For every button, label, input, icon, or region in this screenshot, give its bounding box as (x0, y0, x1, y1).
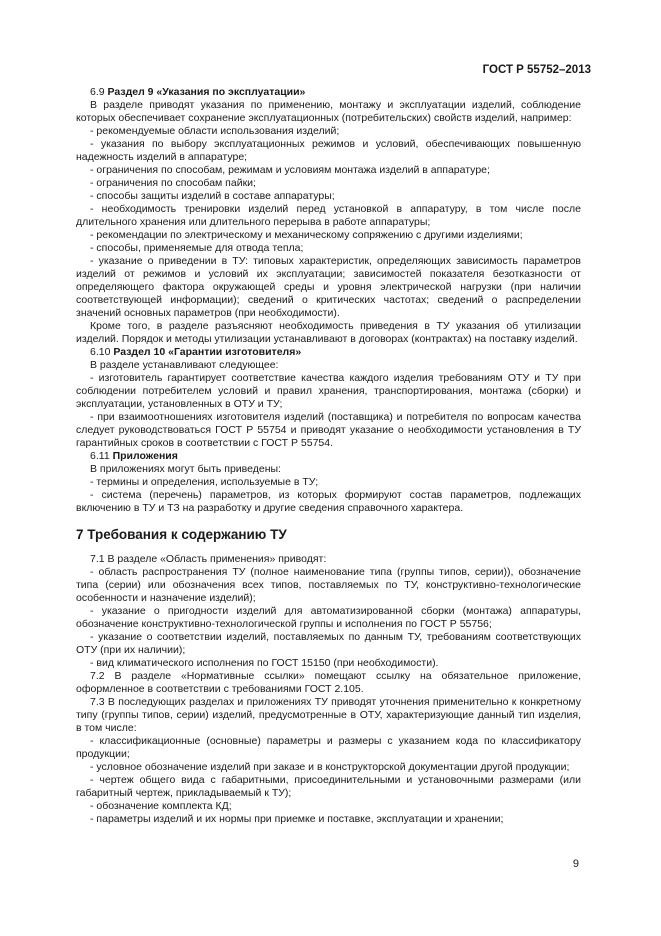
clause-title: Раздел 9 «Указания по эксплуатации» (107, 86, 306, 98)
paragraph: 7.1 В разделе «Область применения» приводят: (90, 553, 327, 565)
document-body (76, 86, 581, 826)
list-item: - указания по выбору эксплуатационных режимов и условий, обеспечивающих повышенную надежность изделий в аппаратуре; (76, 138, 581, 163)
list-item: - термины и определения, используемые в ТУ; (90, 476, 319, 488)
list-item: - ограничения по способам пайки; (90, 177, 256, 189)
page-number: 9 (572, 858, 579, 870)
clause-6-9-heading (76, 86, 581, 99)
list-item: - область распространения ТУ (полное наименование типа (группы типов, серии)), обозначение типа (серии) или обозначения всех типов, поставляемых по ТУ, конструктивно-технологические особенности и назначение изделий); (76, 566, 581, 604)
paragraph: 7.3 В последующих разделах и приложениях ТУ приводят уточнения применительно к конкретному типу (группы типов, серии) изделий, предусмотренные в ОТУ, характеризующие данный тип изделия, в том числе: (76, 696, 581, 734)
clause-title: Раздел 10 «Гарантии изготовителя» (113, 346, 302, 358)
list-item: - указание о приведении в ТУ: типовых характеристик, определяющих зависимость параметров изделий от режимов и условий их эксплуатации; зависимостей показателя безотказности от определяющего фактора окружающей среды и уровня электрической нагрузки (при наличии соответствующей информации); сведений о критических частотах; сведений о распределении значений основных параметров (при необходимости). (76, 255, 581, 319)
list-item: - изготовитель гарантирует соответствие качества каждого изделия требованиям ОТУ и ТУ при соблюдении потребителем условий и правил хранения, транспортирования, монтажа (сборки) и эксплуатации, установленных в ОТУ и ТУ; (76, 372, 581, 410)
list-item: - вид климатического исполнения по ГОСТ 15150 (при необходимости). (90, 657, 439, 669)
clause-6-10-heading (76, 346, 581, 359)
list-item: - указание о пригодности изделий для автоматизированной сборки (монтажа) аппаратуры, обозначение конструктивно-технологической группы и исполнения по ГОСТ Р 55756; (76, 605, 581, 630)
list-item: - чертеж общего вида с габаритными, присоединительными и установочными размерами (или габаритный чертеж, прикладываемый к ТУ); (76, 774, 581, 799)
document-code: ГОСТ Р 55752–2013 (482, 64, 591, 76)
clause-title: Приложения (112, 450, 178, 462)
section-7-title: 7 Требования к содержанию ТУ (76, 527, 287, 542)
list-item: - рекомендации по электрическому и механическому сопряжению с другими изделиями; (90, 229, 523, 241)
list-item: - указание о соответствии изделий, поставляемых по данным ТУ, требованиям соответствующих ОТУ (при их наличии); (76, 631, 581, 656)
list-item: - классификационные (основные) параметры и размеры с указанием кода по классификатору продукции; (76, 735, 581, 760)
list-item: - параметры изделий и их нормы при приемке и поставке, эксплуатации и хранении; (90, 813, 504, 825)
clause-number: 6.9 (90, 86, 108, 98)
list-item: - необходимость тренировки изделий перед установкой в аппаратуру, в том числе после длительного хранения или длительного перерыва в работе аппаратуры; (76, 203, 581, 228)
list-item: - обозначение комплекта КД; (90, 800, 232, 812)
list-item: - рекомендуемые области использования изделий; (90, 125, 340, 137)
clause-6-11-heading (76, 450, 581, 463)
paragraph: В разделе устанавливают следующее: (90, 359, 279, 371)
clause-number: 6.11 (90, 450, 113, 462)
paragraph: В разделе приводят указания по применению, монтажу и эксплуатации изделий, соблюдение которых обеспечивает сохранение эксплуатационных (потребительских) свойств изделий, например: (76, 99, 581, 124)
paragraph: 7.2 В разделе «Нормативные ссылки» помещают ссылку на обязательное приложение, оформленное в соответствии с требованиями ГОСТ 2.105. (76, 670, 581, 695)
clause-number: 6.10 (90, 346, 114, 358)
paragraph: В приложениях могут быть приведены: (90, 463, 281, 475)
list-item: - ограничения по способам, режимам и условиям монтажа изделий в аппаратуре; (90, 164, 490, 176)
list-item: - система (перечень) параметров, из которых формируют состав параметров, подлежащих включению в ТУ и ТЗ на разработку и другие сведения справочного характера. (76, 489, 581, 514)
list-item: - условное обозначение изделий при заказе и в конструкторской документации другой продукции; (90, 761, 570, 773)
list-item: - способы, применяемые для отвода тепла; (90, 242, 304, 254)
list-item: - способы защиты изделий в составе аппаратуры; (90, 190, 335, 202)
paragraph: Кроме того, в разделе разъясняют необходимость приведения в ТУ указания об утилизации изделий. Порядок и методы утилизации устанавливают в договорах (контрактах) на поставку изделий. (76, 320, 581, 345)
list-item: - при взаимоотношениях изготовителя изделий (поставщика) и потребителя по вопросам качества следует руководствоваться ГОСТ Р 55754 и приводят указание о необходимости установления в ТУ гарантийных сроков в соответствии с ГОСТ Р 55754. (76, 411, 581, 449)
